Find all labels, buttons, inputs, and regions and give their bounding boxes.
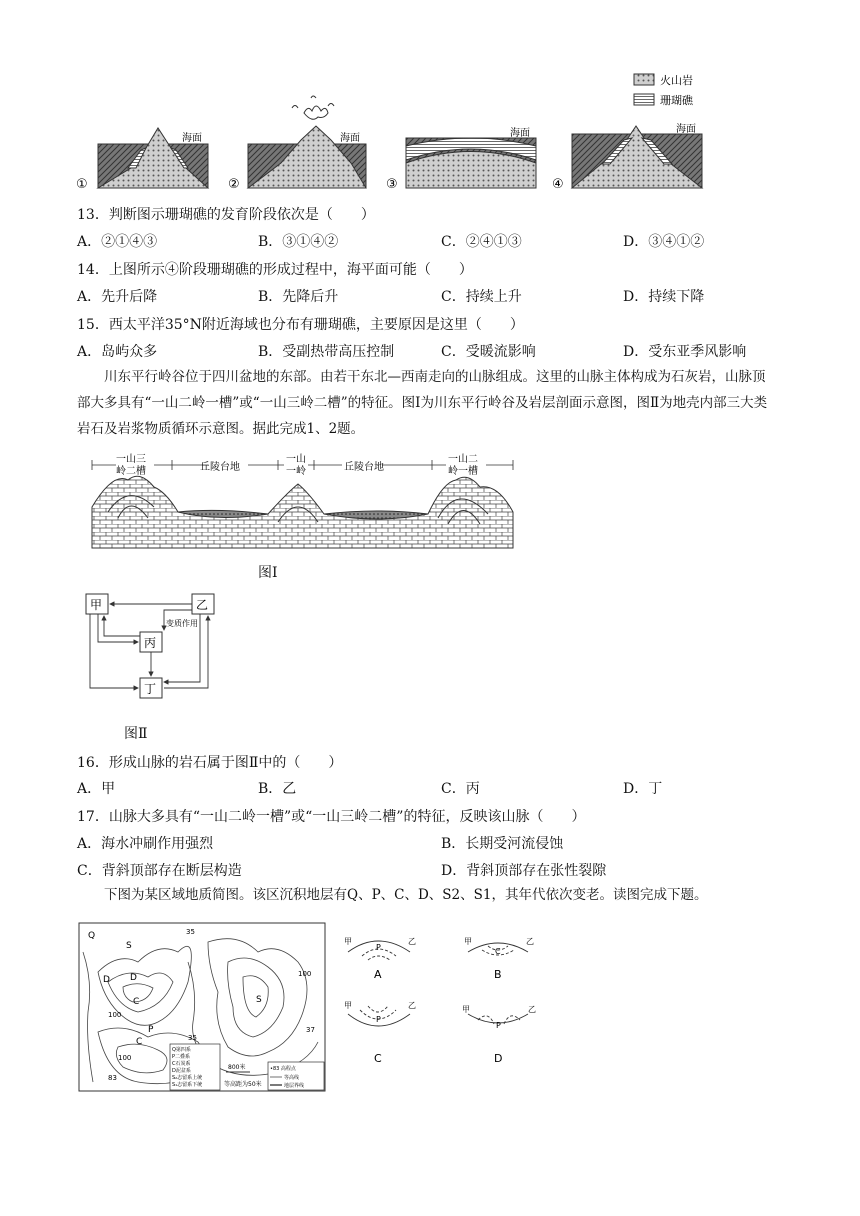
section-c-label[interactable]: C — [374, 1052, 382, 1065]
q17-option-a[interactable]: A．海水冲刷作用强烈 — [77, 836, 214, 852]
map-num-3: 100 — [118, 1054, 132, 1062]
legend-coral-swatch — [634, 94, 654, 105]
q16-option-c[interactable]: C．丙 — [441, 781, 480, 797]
reef-panel-4 — [552, 122, 702, 192]
figure-2-rock-cycle — [84, 592, 224, 704]
fig1-label-4: 丘陵台地 — [344, 462, 384, 473]
q16-option-d[interactable]: D．丁 — [623, 781, 663, 797]
fig1-label-3a: 一山 — [286, 454, 306, 465]
map-num-6: 100 — [298, 970, 312, 978]
legend-q: Q第四系 — [172, 1047, 191, 1053]
sea-label-4: 海面 — [676, 124, 696, 135]
coral-reef-figure — [76, 68, 716, 193]
fig1-label-5b: 岭一槽 — [448, 466, 478, 477]
passage-parallel-ridges: 川东平行岭谷位于四川盆地的东部。由若干东北—西南走向的山脉组成。这里的山脉主体构成为石灰岩，山脉顶部大多具有“一山二岭一槽”或“一山三岭二槽”的特征。图Ⅰ为川东平行岭谷及岩层剖面示意图，图Ⅱ为地壳内部三大类岩石及岩浆物质循环示意图。据此完成1、2题。 — [77, 369, 768, 437]
passage-geologic-map: 下图为某区域地质简图。该区沉积地层有Q、P、C、D、S2、S1，其年代依次变老。读图完成下题。 — [104, 887, 708, 903]
legend-elevation-point: •83 高程点 — [270, 1066, 296, 1072]
q14-option-c[interactable]: C．持续上升 — [441, 289, 522, 305]
map-letter-c1: C — [133, 997, 140, 1007]
figure-2-caption: 图Ⅱ — [124, 726, 148, 742]
section-d-left: 甲 — [462, 1005, 470, 1014]
panel-num-3: ③ — [386, 177, 398, 192]
q13-stem: 13．判断图示珊瑚礁的发育阶段依次是（ ） — [77, 207, 375, 223]
section-a-mid: P — [376, 943, 381, 952]
section-c-mid: P — [376, 1015, 381, 1024]
map-letter-s1: S — [126, 941, 132, 951]
section-d-label[interactable]: D — [494, 1052, 503, 1065]
panel-num-4: ④ — [552, 177, 564, 192]
map-num-2: 35 — [186, 928, 195, 936]
q13-option-a[interactable]: A．②①④③ — [77, 234, 158, 250]
figure-3-sections — [338, 930, 548, 1070]
map-num-5: 83 — [108, 1074, 117, 1082]
fig1-label-2: 丘陵台地 — [200, 462, 240, 473]
scale-label: 800米 — [228, 1064, 246, 1071]
map-letter-d2: D — [103, 975, 110, 985]
map-letter-s2: S — [256, 995, 262, 1005]
map-letter-d1: D — [130, 973, 137, 983]
q15-stem: 15．西太平洋35°N附近海域也分布有珊瑚礁，主要原因是这里（ ） — [77, 317, 524, 333]
legend-coral-label: 珊瑚礁 — [660, 94, 693, 107]
fig1-label-1a: 一山三 — [116, 454, 146, 465]
legend-contour: 等高线 — [284, 1075, 300, 1081]
q13-option-b[interactable]: B．③①④② — [258, 234, 339, 250]
section-d-right: 乙 — [528, 1005, 536, 1014]
section-b-left: 甲 — [464, 937, 472, 946]
section-a-label[interactable]: A — [374, 968, 382, 981]
q15-option-b[interactable]: B．受副热带高压控制 — [258, 344, 395, 360]
legend-s1: S₁志留系下统 — [172, 1082, 203, 1088]
q13-option-c[interactable]: C．②④①③ — [441, 234, 522, 250]
q17-stem: 17．山脉大多具有“一山二岭一槽”或“一山三岭二槽”的特征，反映该山脉（ ） — [77, 809, 586, 825]
legend-volcanic-swatch — [634, 74, 654, 85]
figure-1-profile — [88, 452, 518, 552]
section-b-label[interactable]: B — [494, 968, 502, 981]
sea-label-1: 海面 — [182, 133, 202, 144]
legend-volcanic-label: 火山岩 — [660, 74, 693, 87]
node-jia-label: 甲 — [90, 598, 103, 612]
contour-interval-label: 等高距为50米 — [224, 1081, 262, 1088]
q17-option-d[interactable]: D．背斜顶部存在张性裂隙 — [441, 863, 607, 879]
edge-metamorphism-label: 变质作用 — [166, 619, 198, 628]
map-letter-p: P — [148, 1025, 154, 1035]
node-bing-label: 丙 — [144, 636, 157, 650]
figure-3-geologic-map — [78, 922, 328, 1094]
map-letter-q: Q — [88, 931, 96, 941]
q16-option-b[interactable]: B．乙 — [258, 781, 297, 797]
node-ding-label: 丁 — [144, 682, 157, 696]
section-a-right: 乙 — [408, 937, 416, 946]
legend-boundary: 地层界线 — [284, 1083, 305, 1089]
map-num-7: 37 — [306, 1026, 315, 1034]
figure-1-caption: 图Ⅰ — [258, 565, 278, 581]
q14-option-d[interactable]: D．持续下降 — [623, 289, 705, 305]
section-a-left: 甲 — [344, 937, 352, 946]
section-c-left: 甲 — [344, 1001, 352, 1010]
section-b-right: 乙 — [526, 937, 534, 946]
q15-option-c[interactable]: C．受暖流影响 — [441, 344, 536, 360]
map-num-4: 35 — [188, 1034, 197, 1042]
q15-option-d[interactable]: D．受东亚季风影响 — [623, 344, 747, 360]
q16-stem: 16．形成山脉的岩石属于图Ⅱ中的（ ） — [77, 755, 343, 771]
section-c-right: 乙 — [408, 1001, 416, 1010]
q17-option-c[interactable]: C．背斜顶部存在断层构造 — [77, 863, 242, 879]
sea-label-3: 海面 — [510, 128, 530, 139]
reef-panel-3 — [386, 126, 536, 192]
sea-label-2: 海面 — [340, 133, 360, 144]
reef-panel-2 — [228, 96, 366, 192]
legend-s2: S₂志留系上统 — [172, 1075, 203, 1081]
node-yi-label: 乙 — [196, 598, 209, 612]
legend-p: P二叠系 — [172, 1054, 191, 1060]
q14-stem: 14．上图所示④阶段珊瑚礁的形成过程中，海平面可能（ ） — [77, 262, 473, 278]
map-letter-c2: C — [136, 1037, 143, 1047]
q14-option-a[interactable]: A．先升后降 — [77, 289, 158, 305]
fig1-label-3b: 一岭 — [286, 466, 306, 477]
section-d-mid: P — [496, 1021, 501, 1030]
q17-option-b[interactable]: B．长期受河流侵蚀 — [441, 836, 564, 852]
q13-option-d[interactable]: D．③④①② — [623, 234, 705, 250]
q15-option-a[interactable]: A．岛屿众多 — [77, 344, 158, 360]
legend-c: C石炭系 — [172, 1061, 191, 1067]
fig1-label-5a: 一山二 — [448, 454, 478, 465]
section-b-mid: C — [495, 947, 501, 956]
reef-panel-1 — [76, 128, 208, 192]
map-num-1: 100 — [108, 1011, 122, 1019]
q16-option-a[interactable]: A．甲 — [77, 781, 116, 797]
panel-num-1: ① — [76, 177, 88, 192]
panel-num-2: ② — [228, 177, 240, 192]
fig1-label-1b: 岭二槽 — [116, 466, 146, 477]
q14-option-b[interactable]: B．先降后升 — [258, 289, 339, 305]
legend-d: D泥盆系 — [172, 1068, 191, 1074]
